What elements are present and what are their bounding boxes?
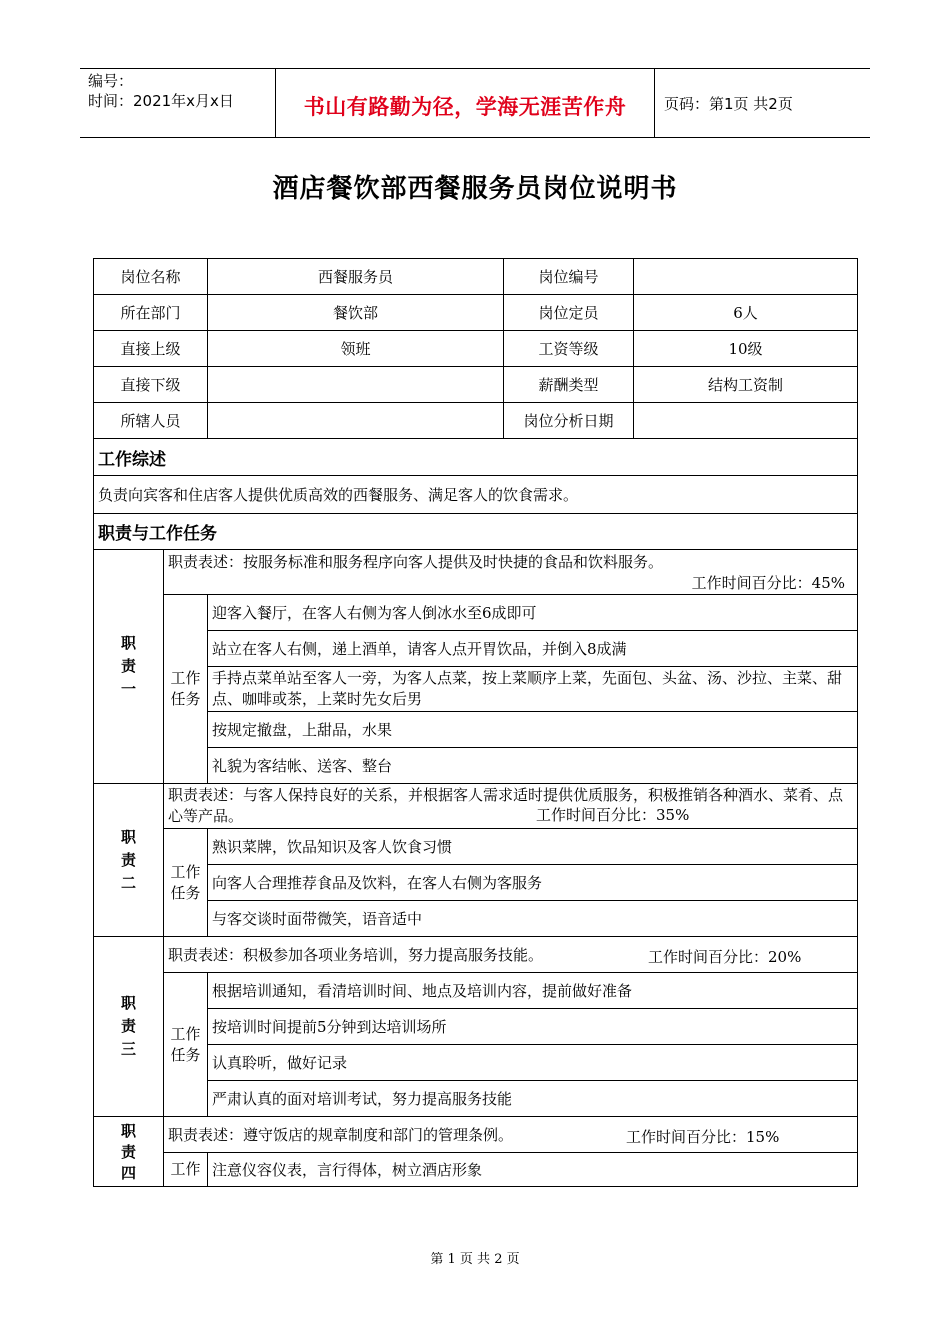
duties-heading: 职责与工作任务	[94, 514, 858, 550]
task-item: 与客交谈时面带微笑，语音适中	[208, 901, 858, 937]
duty-desc-text: 职责表述：积极参加各项业务培训，努力提高服务技能。	[168, 946, 544, 964]
info-label: 直接下级	[94, 367, 208, 403]
info-row	[94, 295, 858, 331]
task-item: 严肃认真的面对培训考试，努力提高服务技能	[208, 1081, 858, 1117]
task-item: 认真聆听，做好记录	[208, 1045, 858, 1081]
duty-time: 工作时间百分比：45%	[691, 574, 846, 592]
info-value: 结构工资制	[634, 367, 858, 403]
duty-time: 工作时间百分比：15%	[626, 1128, 780, 1146]
duty-label: 职责三	[94, 937, 164, 1117]
summary-text: 负责向宾客和住店客人提供优质高效的西餐服务、满足客人的饮食需求。	[94, 476, 858, 514]
info-label: 所在部门	[94, 295, 208, 331]
duty-desc-text: 职责表述：按服务标准和服务程序向客人提供及时快捷的食品和饮料服务。	[168, 553, 664, 571]
duty-description	[164, 937, 858, 973]
duty-label: 职责二	[94, 784, 164, 937]
info-row	[94, 331, 858, 367]
duty-row	[94, 550, 858, 595]
info-row	[94, 259, 858, 295]
info-value: 餐饮部	[208, 295, 504, 331]
duty-description	[164, 784, 858, 829]
info-value	[634, 403, 858, 439]
number-label: 编号：	[88, 72, 134, 90]
info-value	[634, 259, 858, 295]
task-item: 注意仪容仪表，言行得体，树立酒店形象	[208, 1153, 858, 1187]
date-label: 时间：2021年x月x日	[88, 92, 234, 110]
duty-label: 职责四	[94, 1117, 164, 1187]
task-item: 向客人合理推荐食品及饮料，在客人右侧为客服务	[208, 865, 858, 901]
job-description-table	[93, 258, 858, 1187]
duty-desc-text: 职责表述：遵守饭店的规章制度和部门的管理条例。	[168, 1126, 514, 1144]
summary-heading: 工作综述	[94, 439, 858, 476]
duty-desc-text: 职责表述：与客人保持良好的关系，并根据客人需求适时提供优质服务，积极推销各种酒水、菜肴、点心等产品。	[168, 786, 844, 825]
duty-time: 工作时间百分比：35%	[536, 806, 690, 824]
duty-row	[94, 784, 858, 829]
info-label: 工资等级	[504, 331, 634, 367]
header-divider	[654, 69, 655, 137]
task-label: 工作	[164, 1153, 208, 1187]
page-header	[80, 68, 870, 138]
info-label: 岗位编号	[504, 259, 634, 295]
duty-row	[94, 1117, 858, 1153]
header-motto: 书山有路勤为径，学海无涯苦作舟	[303, 94, 627, 119]
page-label: 页码：第1页 共2页	[664, 95, 793, 113]
task-label: 工作任务	[164, 595, 208, 784]
info-label: 所辖人员	[94, 403, 208, 439]
info-label: 岗位定员	[504, 295, 634, 331]
info-label: 直接上级	[94, 331, 208, 367]
info-label: 薪酬类型	[504, 367, 634, 403]
page-title: 酒店餐饮部西餐服务员岗位说明书	[272, 174, 678, 204]
duty-row	[94, 937, 858, 973]
info-value: 领班	[208, 331, 504, 367]
task-item: 迎客入餐厅，在客人右侧为客人倒冰水至6成即可	[208, 595, 858, 631]
task-label: 工作任务	[164, 973, 208, 1117]
header-left	[88, 71, 234, 111]
task-item: 按培训时间提前5分钟到达培训场所	[208, 1009, 858, 1045]
info-value	[208, 367, 504, 403]
info-value	[208, 403, 504, 439]
task-item: 站立在客人右侧，递上酒单，请客人点开胃饮品，并倒入8成满	[208, 631, 858, 667]
info-value: 6人	[634, 295, 858, 331]
duty-label: 职责一	[94, 550, 164, 784]
task-item: 根据培训通知，看清培训时间、地点及培训内容，提前做好准备	[208, 973, 858, 1009]
duty-time: 工作时间百分比：20%	[648, 948, 802, 966]
info-value: 10级	[634, 331, 858, 367]
task-label: 工作任务	[164, 829, 208, 937]
task-item: 熟识菜牌，饮品知识及客人饮食习惯	[208, 829, 858, 865]
page-footer: 第 1 页 共 2 页	[430, 1252, 520, 1267]
task-item: 礼貌为客结帐、送客、整台	[208, 748, 858, 784]
info-label: 岗位分析日期	[504, 403, 634, 439]
duty-description	[164, 1117, 858, 1153]
duty-description	[164, 550, 858, 595]
info-row	[94, 367, 858, 403]
info-label: 岗位名称	[94, 259, 208, 295]
info-value: 西餐服务员	[208, 259, 504, 295]
task-item: 手持点菜单站至客人一旁，为客人点菜，按上菜顺序上菜，先面包、头盆、汤、沙拉、主菜、甜点、咖啡或茶，上菜时先女后男	[208, 667, 858, 712]
info-row	[94, 403, 858, 439]
task-item: 按规定撤盘，上甜品，水果	[208, 712, 858, 748]
